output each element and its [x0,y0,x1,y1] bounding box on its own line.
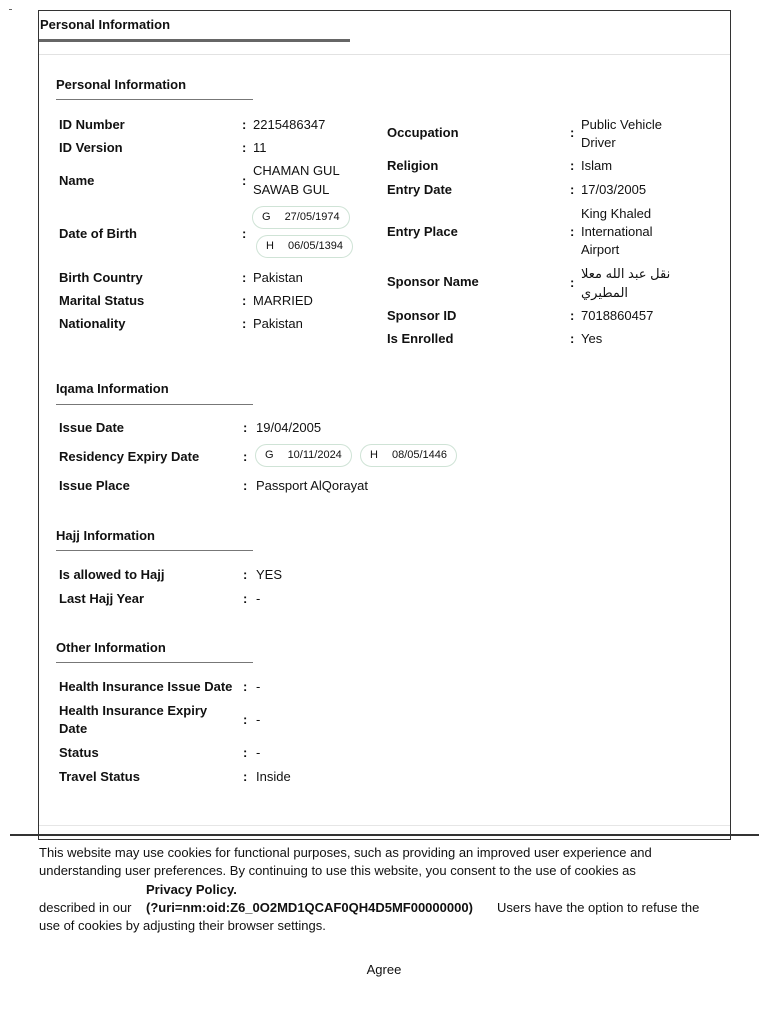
hijri-marker: H [266,240,274,252]
colon: : [243,420,248,435]
colon: : [243,745,248,760]
expiry-gregorian-badge [255,444,352,467]
colon: : [570,182,575,197]
value-is-enrolled: Yes [581,331,603,346]
colon: : [243,449,248,464]
label-issue-place: Issue Place [59,478,130,493]
hijri-marker: H [370,449,378,461]
label-nationality: Nationality [59,316,126,331]
agree-button[interactable]: Agree [366,962,402,977]
expiry-hijri-value: 08/05/1446 [391,449,448,461]
colon: : [242,316,247,331]
label-health-insurance-issue-date: Health Insurance Issue Date [59,679,233,694]
label-issue-date: Issue Date [59,420,125,435]
cookie-text-line3-end: Users have the option to refuse the [497,900,700,915]
value-name-line2: SAWAB GUL [253,182,330,197]
expiry-hijri-badge [360,444,457,467]
label-travel-status: Travel Status [59,769,140,784]
value-occupation-line1: Public Vehicle [581,117,662,132]
label-is-allowed-to-hajj: Is allowed to Hajj [59,567,165,582]
colon: : [570,308,575,323]
value-status: - [256,745,261,760]
value-name-line1: CHAMAN GUL [253,163,340,178]
value-is-allowed-to-hajj: YES [256,567,283,582]
value-entry-date: 17/03/2005 [581,182,647,197]
value-issue-place: Passport AlQorayat [256,478,368,493]
tab-bar [39,11,730,55]
label-entry-date: Entry Date [387,182,453,197]
value-id-version: 11 [253,140,267,155]
section-divider [56,99,253,100]
label-birth-country: Birth Country [59,270,143,285]
label-sponsor-name: Sponsor Name [387,274,479,289]
label-health-insurance-expiry-date-line1: Health Insurance Expiry [59,703,208,718]
colon: : [242,140,247,155]
cookie-banner-divider [10,834,759,836]
cookie-text-line2: understanding user preferences. By continuing to use this website, you consent to the use of cookies as [39,863,636,878]
value-last-hajj-year: - [256,591,261,606]
value-sponsor-name-line1: نقل عبد الله معلا [581,266,671,281]
privacy-policy-uri-link[interactable]: (?uri=nm:oid:Z6_0O2MD1QCAF0QH4D5MF00000000) [146,900,473,915]
section-divider [56,662,253,663]
section-title-iqama: Iqama Information [56,381,169,396]
dob-gregorian-badge [252,206,350,229]
label-status: Status [59,745,99,760]
dob-gregorian-value: 27/05/1974 [284,211,340,223]
colon: : [570,125,575,140]
value-occupation-line2: Driver [581,135,616,150]
value-nationality: Pakistan [253,316,303,331]
colon: : [242,270,247,285]
value-entry-place-line3: Airport [581,242,620,257]
gregorian-marker: G [262,211,271,223]
colon: : [570,331,575,346]
info-panel [38,10,731,840]
value-entry-place-line2: International [581,224,653,239]
panel-footer-divider [39,825,730,826]
label-entry-place: Entry Place [387,224,458,239]
value-sponsor-name-line2: المطيري [581,285,629,300]
value-health-insurance-expiry-date: - [256,712,261,727]
section-divider [56,404,253,405]
value-issue-date: 19/04/2005 [256,420,322,435]
colon: : [243,769,248,784]
colon: : [243,591,248,606]
cookie-text-line4: use of cookies by adjusting their browser settings. [39,918,326,933]
colon: : [570,275,575,290]
dob-hijri-badge [256,235,353,258]
value-id-number: 2215486347 [253,117,326,132]
active-tab-indicator [39,39,350,42]
cookie-text-line3-start: described in our [39,900,132,915]
label-id-version: ID Version [59,140,123,155]
colon: : [243,478,248,493]
value-religion: Islam [581,158,613,173]
colon: : [242,226,247,241]
section-divider [56,550,253,551]
section-title-hajj: Hajj Information [56,528,155,543]
label-is-enrolled: Is Enrolled [387,331,454,346]
label-marital-status: Marital Status [59,293,145,308]
corner-dot [9,9,12,10]
section-title-other: Other Information [56,640,166,655]
colon: : [243,679,248,694]
value-travel-status: Inside [256,769,291,784]
colon: : [242,293,247,308]
colon: : [570,224,575,239]
label-sponsor-id: Sponsor ID [387,308,457,323]
dob-hijri-value: 06/05/1394 [287,240,344,252]
gregorian-marker: G [265,449,274,461]
label-id-number: ID Number [59,117,125,132]
privacy-policy-link[interactable]: Privacy Policy. [146,882,237,897]
tab-personal-information[interactable]: Personal Information [40,17,171,32]
expiry-gregorian-value: 10/11/2024 [287,449,342,461]
value-entry-place-line1: King Khaled [581,206,652,221]
label-health-insurance-expiry-date-line2: Date [59,721,88,736]
colon: : [243,567,248,582]
cookie-text-line1: This website may use cookies for functional purposes, such as providing an improved user experience and [39,845,652,860]
value-health-insurance-issue-date: - [256,679,261,694]
colon: : [242,173,247,188]
value-birth-country: Pakistan [253,270,303,285]
label-name: Name [59,173,95,188]
label-last-hajj-year: Last Hajj Year [59,591,145,606]
section-title-personal: Personal Information [56,77,187,92]
value-sponsor-id: 7018860457 [581,308,654,323]
colon: : [242,117,247,132]
colon: : [570,158,575,173]
value-marital-status: MARRIED [253,293,313,308]
label-date-of-birth: Date of Birth [59,226,137,241]
label-religion: Religion [387,158,439,173]
label-residency-expiry-date: Residency Expiry Date [59,449,200,464]
label-occupation: Occupation [387,125,459,140]
colon: : [243,712,248,727]
